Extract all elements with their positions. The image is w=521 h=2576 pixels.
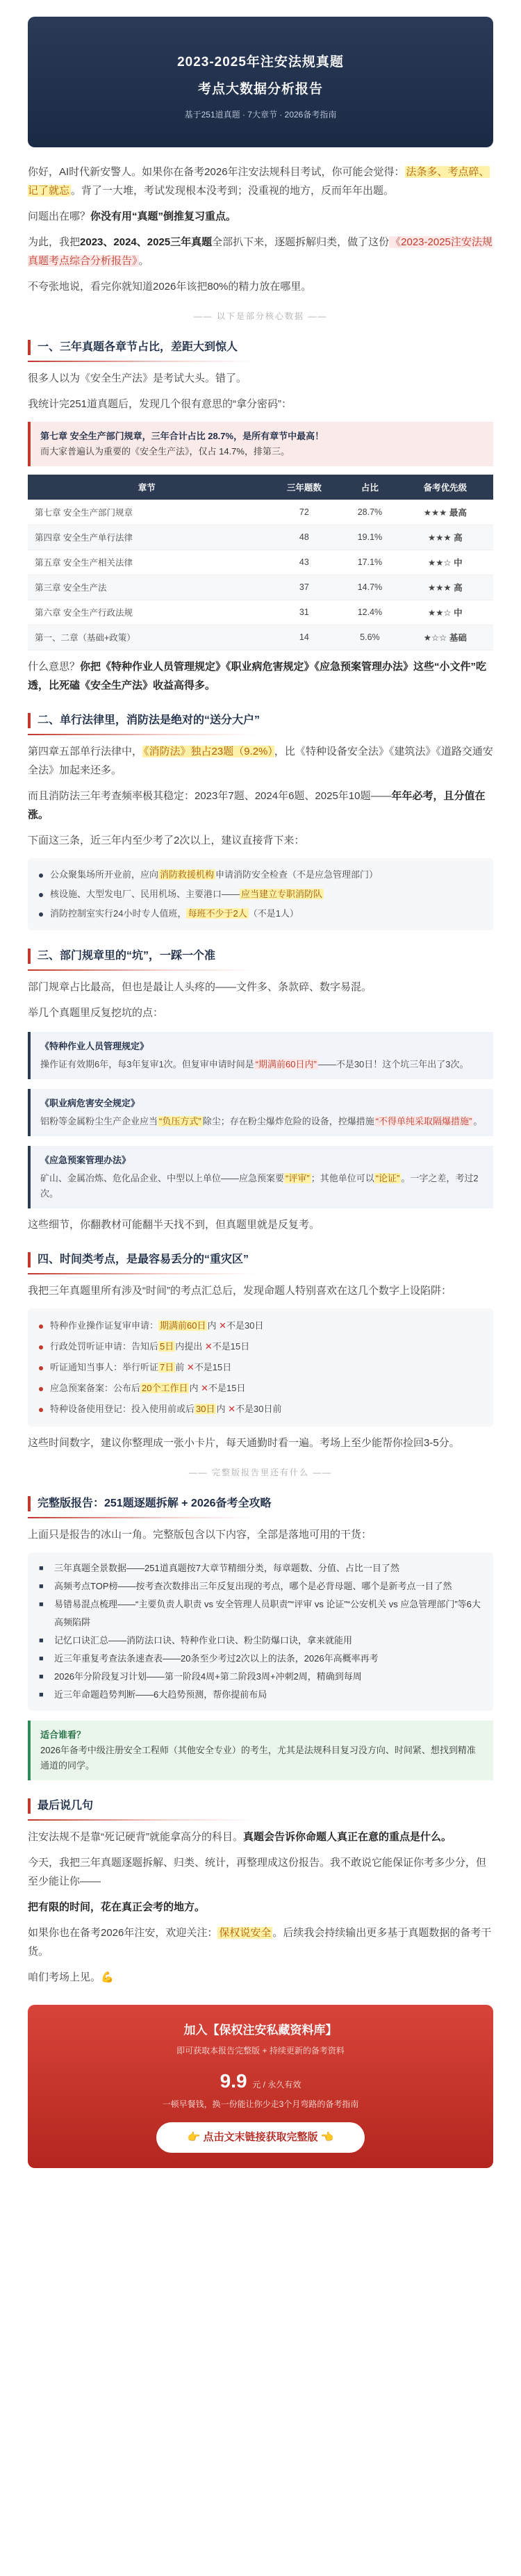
table-header-row <box>28 475 493 500</box>
table-row <box>28 625 493 650</box>
section-3-paragraph-1: 部门规章占比最高，但也是最让人头疼的——文件多、条款碎、数字易混。 <box>28 981 372 993</box>
list-item: 特种作业操作证复审申请： 期满前60日 内 ✕不是30日 <box>39 1315 482 1336</box>
regulation-trap-card <box>28 1146 493 1208</box>
section-1-paragraph-2: 我统计完251道真题后，发现几个很有意思的“拿分密码”： <box>28 398 292 410</box>
table-cell: 第五章 安全生产相关法律 <box>28 550 266 575</box>
regulation-trap-card <box>28 1089 493 1136</box>
table-cell: 37 <box>266 575 343 600</box>
report-hero-banner <box>28 17 493 147</box>
section-4-underline <box>28 1273 257 1274</box>
closing-paragraph-5: 咱们考场上见。💪 <box>28 1971 114 1983</box>
table-cell: 第三章 安全生产法 <box>28 575 266 600</box>
cta-price: 9.9 元 / 永久有效 <box>220 2069 301 2092</box>
list-item: 听证通知当事人：举行听证 7日 前 ✕不是15日 <box>39 1357 482 1378</box>
section-2-underline <box>28 734 257 735</box>
intro-paragraph-1: 你好，AI时代新安警人。如果你在备考2026年注安法规科目考试，你可能会觉得： 法条多、考点碎、记了就忘 。背了一大堆，考试发现根本没考到；没重视的地方，反而年年出题。 <box>28 166 490 197</box>
hero-subtitle: 考点大数据分析报告 <box>197 82 323 97</box>
list-item: ■ 易错易混点梳理——“主要负责人职责 vs 安全管理人员职责”“评审 vs 论证”“公安机关 vs 应急管理部门”等6大高频陷阱 <box>39 1595 482 1632</box>
table-cell: ★★☆ 中 <box>397 600 493 625</box>
section-5-title: 完整版报告：251题逐题拆解 + 2026备考全攻略 <box>28 1496 493 1511</box>
key-finding-callout <box>28 422 493 466</box>
regulation-trap-card <box>28 1032 493 1079</box>
list-item: 特种设备使用登记：投入使用前或后 30日 内 ✕不是30日前 <box>39 1399 482 1420</box>
section-1-underline <box>28 361 257 362</box>
section-2-paragraph-3: 下面这三条，近三年内至少考了2次以上，建议直接背下来： <box>28 834 305 846</box>
table-cell: 72 <box>266 500 343 525</box>
table-cell: ★★☆ 中 <box>397 550 493 575</box>
table-cell: 5.6% <box>342 625 397 650</box>
section-1-title: 一、三年真题各章节占比，差距大到惊人 <box>28 340 493 355</box>
regulation-detail: 铝粉等金属粉尘生产企业应当 “负压方式” 除尘；存在粉尘爆炸危险的设备，控爆措施 “不得单纯采取隔爆措施” 。 <box>40 1115 483 1126</box>
list-item: 行政处罚听证申请：告知后 5日 内提出 ✕不是15日 <box>39 1336 482 1357</box>
table-header-cell: 占比 <box>342 475 397 500</box>
report-contents-list <box>28 1552 493 1711</box>
article-body <box>0 163 521 2168</box>
fire-law-key-points <box>28 858 493 930</box>
section-3-paragraph-2: 举几个真题里反复挖坑的点： <box>28 1006 164 1019</box>
table-cell: 19.1% <box>342 525 397 550</box>
table-cell: 43 <box>266 550 343 575</box>
section-3-paragraph-3: 这些细节，你翻教材可能翻半天找不到，但真题里就是反复考。 <box>28 1218 320 1231</box>
list-item: ■ 高频考点TOP榜——按考查次数排出三年反复出现的考点，哪个是必背母题、哪个是新考点一目了然 <box>39 1577 482 1595</box>
table-cell: ★☆☆ 基础 <box>397 625 493 650</box>
table-row <box>28 525 493 550</box>
regulation-detail: 矿山、金属冶炼、危化品企业、中型以上单位——应急预案要 “评审” ；其他单位可以 “论证” 。一字之差，考过2次。 <box>40 1172 479 1199</box>
list-item: ■ 近三年重复考查法条速查表——20条至少考过2次以上的法条，2026年高概率再考 <box>39 1650 482 1668</box>
closing-paragraph-2: 今天，我把三年真题逐题拆解、归类、统计，再整理成这份报告。我不敢说它能保证你考多少分，但至少能让你—— <box>28 1856 487 1887</box>
list-item: ■ 近三年命题趋势判断——6大趋势预测，帮你提前布局 <box>39 1686 482 1704</box>
table-cell: 第四章 安全生产单行法律 <box>28 525 266 550</box>
list-item: 核设施、大型发电厂、民用机场、主要港口—— 应当建立专职消防队 <box>39 885 482 904</box>
section-divider: —— 完整版报告里还有什么 —— <box>188 1467 333 1477</box>
table-cell: ★★★ 高 <box>397 575 493 600</box>
table-cell: 48 <box>266 525 343 550</box>
table-row <box>28 575 493 600</box>
list-item: ■ 2026年分阶段复习计划——第一阶段4周+第二阶段3周+冲刺2周，精确到每周 <box>39 1668 482 1686</box>
list-item: 消防控制室实行24小时专人值班， 每班不少于2人 （不是1人） <box>39 904 482 924</box>
account-name-highlight: 保权说安全 <box>219 1926 272 1939</box>
list-item: ■ 三年真题全景数据——251道真题按7大章节精细分类，每章题数、分值、占比一目了然 <box>39 1559 482 1577</box>
callout-title: 第七章 安全生产部门规章，三年合计占比 28.7%，是所有章节中最高！ <box>40 431 324 441</box>
table-cell: 28.7% <box>342 500 397 525</box>
intro-paragraph-2: 问题出在哪？你没有用“真题”倒推复习重点。 <box>28 211 237 222</box>
table-cell: 第七章 安全生产部门规章 <box>28 500 266 525</box>
report-name-highlight: 《2023-2025注安法规真题考点综合分析报告》 <box>28 236 493 267</box>
get-full-report-button[interactable]: 👉 点击文末链接获取完整版 👈 <box>156 2122 365 2153</box>
table-header-cell: 备考优先级 <box>397 475 493 500</box>
table-header-cell: 三年题数 <box>266 475 343 500</box>
closing-paragraph-3: 把有限的时间，花在真正会考的地方。 <box>28 1901 206 1913</box>
section-5-underline <box>28 1517 257 1518</box>
cta-subtitle: 即可获取本报告完整版 + 持续更新的备考资料 <box>176 2045 345 2056</box>
table-cell: 14 <box>266 625 343 650</box>
table-cell: ★★★ 最高 <box>397 500 493 525</box>
table-cell: 12.4% <box>342 600 397 625</box>
table-row <box>28 500 493 525</box>
section-3-underline <box>28 969 257 971</box>
section-2-paragraph-1: 第四章五部单行法律中， 《消防法》独占23题（9.2%） ，比《特种设备安全法》《建筑法》《道路交通安全法》加起来还多。 <box>28 745 493 776</box>
chapter-share-table <box>28 475 493 650</box>
section-divider: —— 以下是部分核心数据 —— <box>193 311 328 321</box>
time-trap-list <box>28 1308 493 1427</box>
section-2-paragraph-2: 而且消防法三年考查频率极其稳定：2023年7题、2024年6题、2025年10题——年年必考，且分值在涨。 <box>28 789 486 821</box>
closing-paragraph-4: 如果你也在备考2026年注安，欢迎关注： 保权说安全 。后续我会持续输出更多基于真题数据的备考干货。 <box>28 1926 492 1958</box>
intro-highlight: 法条多、考点碎、记了就忘 <box>28 166 490 197</box>
section-4-paragraph-1: 我把三年真题里所有涉及“时间”的考点汇总后，发现命题人特别喜欢在这几个数字上设陷阱： <box>28 1284 452 1297</box>
table-row <box>28 550 493 575</box>
section-4-title: 四、时间类考点，是最容易丢分的“重灾区” <box>28 1252 493 1268</box>
list-item: ■ 记忆口诀汇总——消防法口诀、特种作业口诀、粉尘防爆口诀，拿来就能用 <box>39 1632 482 1650</box>
fire-law-highlight: 《消防法》独占23题（9.2%） <box>144 745 273 757</box>
hero-meta: 基于251道真题 · 7大章节 · 2026备考指南 <box>184 110 337 120</box>
table-header-cell: 章节 <box>28 475 266 500</box>
section-1-paragraph-3: 什么意思？你把《特种作业人员管理规定》《职业病危害规定》《应急预案管理办法》这些“小文件”吃透，比死磕《安全生产法》收益高得多。 <box>28 660 487 691</box>
audience-note <box>28 1721 493 1780</box>
regulation-detail: 操作证有效期6年，每3年复审1次。但复审申请时间是 “期满前60日内” ——不是30日！这个坑三年出了3次。 <box>40 1058 469 1069</box>
closing-paragraph-1: 注安法规不是靠“死记硬背”就能拿高分的科目。真题会告诉你命题人真正在意的重点是什么。 <box>28 1830 452 1843</box>
table-cell: 14.7% <box>342 575 397 600</box>
section-1-paragraph-1: 很多人以为《安全生产法》是考试大头。错了。 <box>28 372 247 384</box>
table-body <box>28 500 493 650</box>
table-cell: 第一、二章（基础+政策） <box>28 625 266 650</box>
audience-note-body: 2026年备考中级注册安全工程师（其他安全专业）的考生，尤其是法规科目复习没方向、时间紧、想找到精准通道的同学。 <box>40 1744 476 1771</box>
hero-title: 2023-2025年注安法规真题 <box>177 55 344 69</box>
regulation-name: 《应急预案管理办法》 <box>40 1154 131 1165</box>
list-item: 公众聚集场所开业前，应向 消防救援机构 申请消防安全检查（不是应急管理部门） <box>39 865 482 885</box>
callout-body: 而大家普遍认为重要的《安全生产法》，仅占 14.7%，排第三。 <box>40 446 290 457</box>
audience-note-title: 适合谁看？ <box>40 1729 86 1740</box>
table-cell: 第六章 安全生产行政法规 <box>28 600 266 625</box>
regulation-name: 《特种作业人员管理规定》 <box>40 1040 149 1051</box>
cta-title: 加入【保权注安私藏资料库】 <box>183 2023 338 2037</box>
section-6-title: 最后说几句 <box>28 1798 493 1814</box>
section-3-title: 三、部门规章里的“坑”，一踩一个准 <box>28 949 493 964</box>
cta-description: 一顿早餐钱，换一份能让你少走3个月弯路的备考指南 <box>162 2099 359 2109</box>
section-6-underline <box>28 1819 257 1821</box>
table-row <box>28 600 493 625</box>
intro-paragraph-3: 为此，我把2023、2024、2025三年真题全部扒下来，逐题拆解归类，做了这份 《2023-2025注安法规真题考点综合分析报告》 。 <box>28 236 493 267</box>
section-5-paragraph-1: 上面只是报告的冰山一角。完整版包含以下内容，全部是落地可用的干货： <box>28 1528 372 1541</box>
section-4-paragraph-2: 这些时间数字，建议你整理成一张小卡片，每天通勤时看一遍。考场上至少能帮你捡回3-5分。 <box>28 1436 460 1449</box>
intro-paragraph-4: 不夸张地说，看完你就知道2026年该把80%的精力放在哪里。 <box>28 281 312 293</box>
table-cell: 17.1% <box>342 550 397 575</box>
table-cell: ★★★ 高 <box>397 525 493 550</box>
section-2-title: 二、单行法律里，消防法是绝对的“送分大户” <box>28 713 493 728</box>
table-cell: 31 <box>266 600 343 625</box>
regulation-name: 《职业病危害安全规定》 <box>40 1097 140 1108</box>
join-library-cta-card <box>28 2005 493 2168</box>
list-item: 应急预案备案：公布后 20个工作日 内 ✕不是15日 <box>39 1378 482 1399</box>
